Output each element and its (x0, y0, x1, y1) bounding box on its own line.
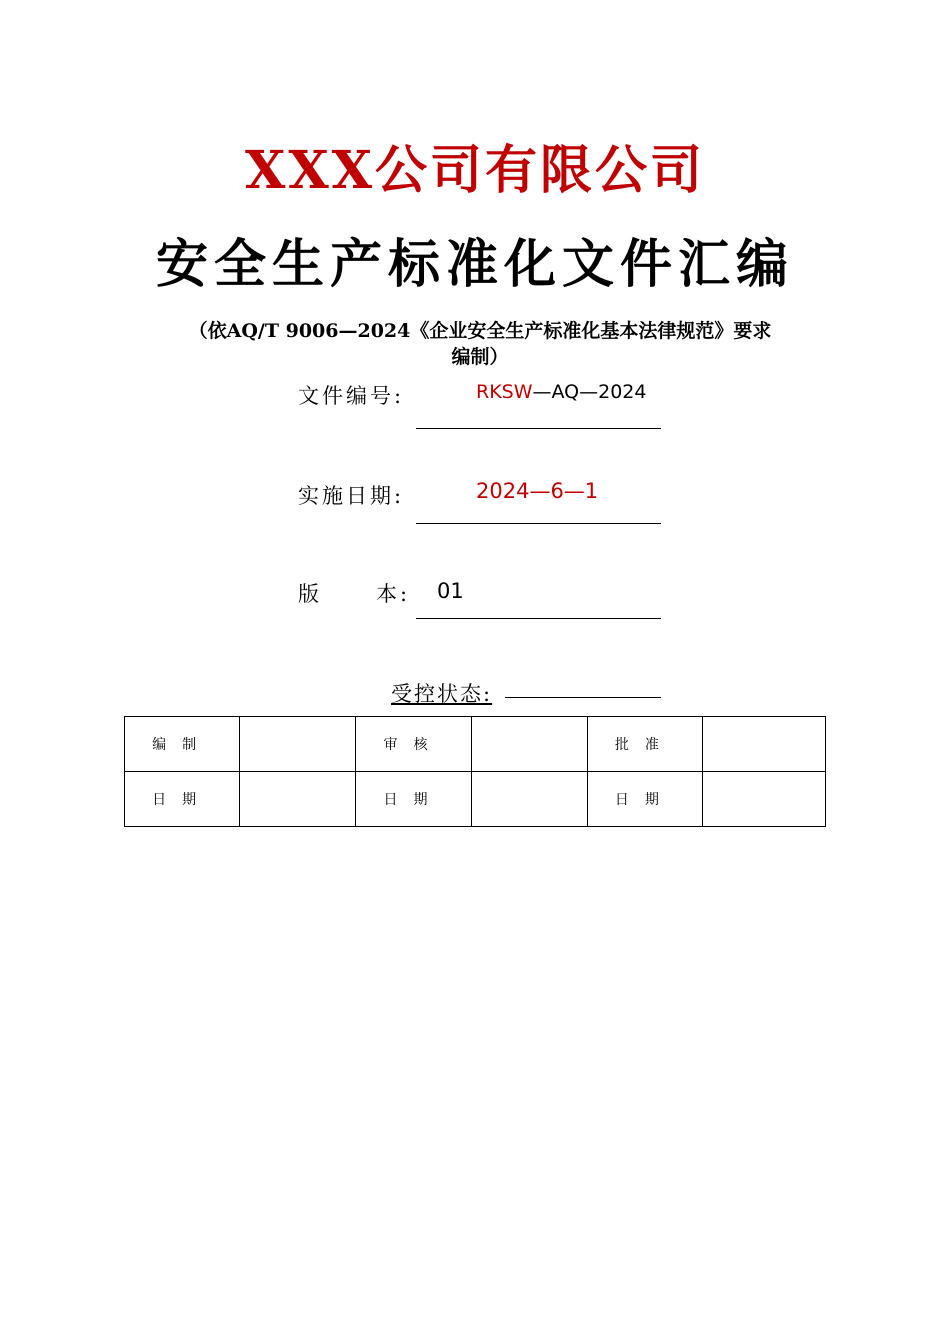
version-label-part2: 本: (376, 582, 411, 606)
document-title: 安全生产标准化文件汇编 (155, 234, 794, 295)
cell-approved-label: 批准 (587, 717, 702, 772)
control-status-label: 受控状态: (391, 682, 493, 706)
table-row (125, 772, 826, 827)
cell-reviewed-date-value (471, 772, 587, 827)
cell-reviewed-date-label: 日期 (356, 772, 471, 827)
basis-note-line2: 编制） (451, 346, 509, 368)
sign-off-table (124, 716, 826, 827)
company-name: XXX公司有限公司 (244, 140, 706, 201)
doc-number-underline (416, 428, 661, 429)
doc-number-prefix: RKSW (476, 381, 533, 403)
version-underline (416, 618, 661, 619)
doc-number-value (476, 381, 647, 403)
cell-prepared-value (240, 717, 356, 772)
effective-date-label: 实施日期: (298, 484, 405, 508)
effective-date-underline (416, 523, 661, 524)
version-value: 01 (437, 579, 464, 603)
cell-prepared-date-label: 日期 (125, 772, 240, 827)
cell-reviewed-value (471, 717, 587, 772)
cell-approved-date-value (703, 772, 826, 827)
doc-number-label: 文件编号: (298, 384, 405, 408)
control-status-underline (505, 697, 661, 698)
table-row (125, 717, 826, 772)
cell-approved-date-label: 日期 (587, 772, 702, 827)
cell-reviewed-label: 审核 (356, 717, 471, 772)
doc-number-suffix: —AQ—2024 (532, 381, 647, 403)
cell-prepared-date-value (240, 772, 356, 827)
basis-note-line1: （依AQ/T 9006—2024《企业安全生产标准化基本法律规范》要求 (188, 320, 772, 342)
basis-note (160, 318, 800, 370)
cell-prepared-label: 编制 (125, 717, 240, 772)
effective-date-value: 2024—6—1 (476, 479, 599, 503)
cell-approved-value (703, 717, 826, 772)
version-label-part1: 版 (298, 582, 322, 606)
